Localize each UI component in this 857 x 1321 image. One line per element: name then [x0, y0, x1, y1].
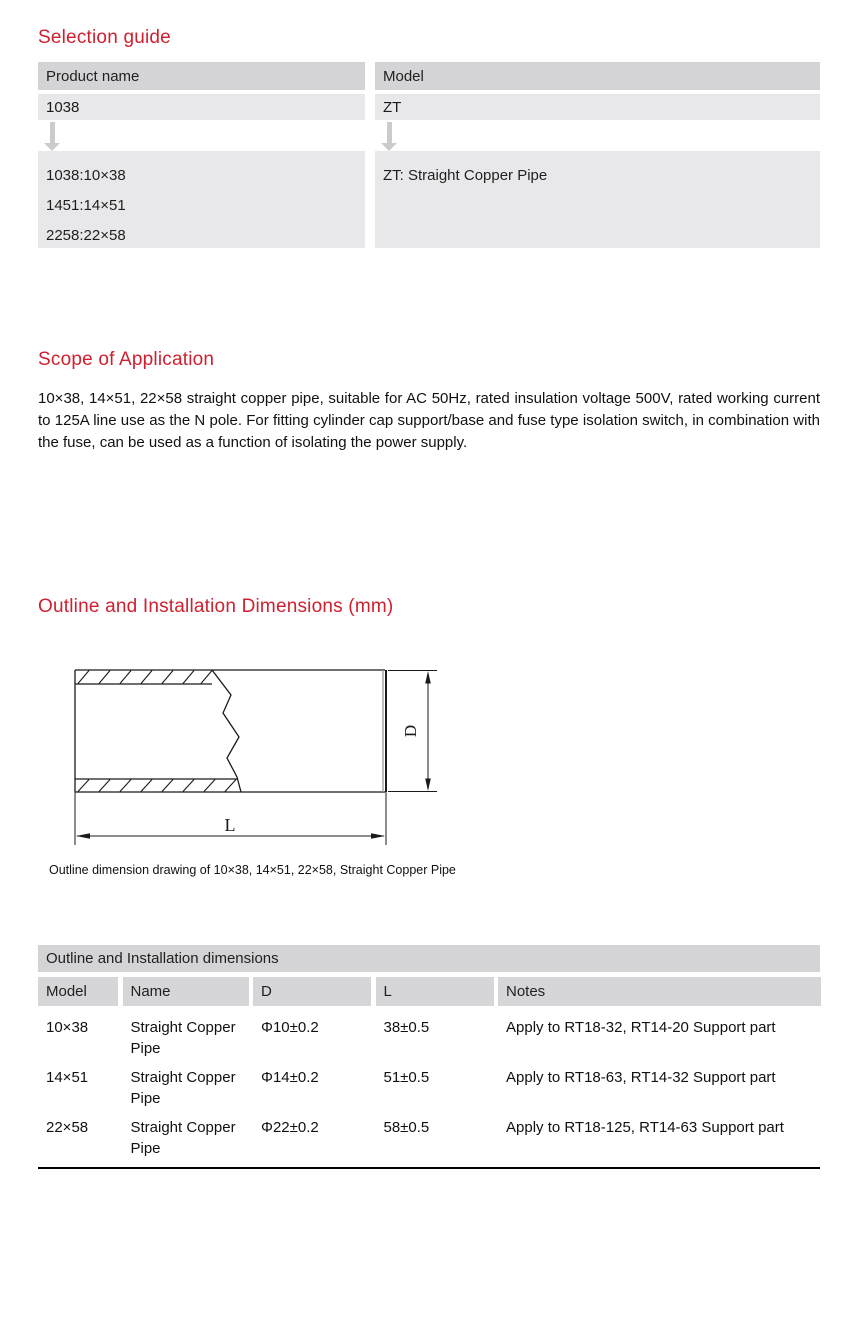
cell-model: 10×38	[46, 1019, 89, 1036]
dimensions-table-header-row	[38, 977, 820, 1006]
cell-l: 58±0.5	[383, 1119, 430, 1136]
cell-name: Straight Copper Pipe	[130, 1069, 236, 1107]
selection-guide-heading: Selection guide	[38, 27, 171, 48]
product-name-value: 1038	[38, 94, 365, 120]
d-arrow-up	[425, 671, 431, 684]
cell-d: Φ22±0.2	[261, 1119, 319, 1136]
cell-notes: Apply to RT18-63, RT14-32 Support part	[506, 1069, 776, 1086]
detail-line: 1451:14×51	[46, 197, 126, 214]
product-name-header: Product name	[38, 62, 365, 90]
selection-guide-table	[38, 62, 820, 248]
dimensions-table-body	[38, 1009, 820, 1159]
table-row	[38, 1109, 820, 1159]
product-name-details	[38, 151, 365, 248]
header-l: L	[376, 977, 494, 1006]
cell-l: 51±0.5	[383, 1069, 430, 1086]
cell-name: Straight Copper Pipe	[130, 1019, 236, 1057]
scope-paragraph: 10×38, 14×51, 22×58 straight copper pipe, suitable for AC 50Hz, rated insulation voltage 500V, rated working current to 125A line use as the N pole. For fitting cylinder cap support/base and fuse type isolation switch, in combination with the fuse, can be used as a function of isolating the power supply.	[38, 390, 820, 451]
cell-name: Straight Copper Pipe	[130, 1119, 236, 1157]
cell-model: 22×58	[46, 1119, 89, 1136]
table-row	[38, 1009, 820, 1059]
header-notes: Notes	[498, 977, 821, 1006]
detail-line: 2258:22×58	[46, 227, 126, 244]
table-bottom-rule	[38, 1167, 820, 1169]
cell-notes: Apply to RT18-125, RT14-63 Support part	[506, 1119, 784, 1136]
cell-d: Φ14±0.2	[261, 1069, 319, 1086]
arrow-down-icon	[44, 122, 61, 151]
model-column	[375, 62, 820, 248]
cell-d: Φ10±0.2	[261, 1019, 319, 1036]
cell-model: 14×51	[46, 1069, 89, 1086]
model-header: Model	[375, 62, 820, 90]
scope-heading: Scope of Application	[38, 349, 215, 370]
dimensions-table-title: Outline and Installation dimensions	[38, 945, 820, 972]
detail-line: ZT: Straight Copper Pipe	[383, 167, 548, 184]
l-arrow-left	[76, 833, 90, 839]
bottom-hatch	[78, 780, 236, 792]
model-value: ZT	[375, 94, 820, 120]
cell-l: 38±0.5	[383, 1019, 430, 1036]
diameter-label: D	[400, 724, 420, 738]
dimensions-table	[38, 945, 820, 1169]
header-name: Name	[123, 977, 249, 1006]
outline-heading: Outline and Installation Dimensions (mm)	[38, 596, 394, 617]
product-name-column	[38, 62, 365, 248]
d-arrow-down	[425, 779, 431, 792]
drawing-caption: Outline dimension drawing of 10×38, 14×51, 22×58, Straight Copper Pipe	[49, 863, 456, 877]
arrow-down-icon	[381, 122, 398, 151]
cell-notes: Apply to RT18-32, RT14-20 Support part	[506, 1019, 776, 1036]
top-hatch	[78, 671, 212, 684]
detail-line: 1038:10×38	[46, 167, 126, 184]
model-details	[375, 151, 820, 248]
pipe-dimension-drawing	[60, 660, 460, 856]
header-d: D	[253, 977, 371, 1006]
length-label: L	[224, 815, 236, 835]
table-row	[38, 1059, 820, 1109]
break-line	[212, 670, 241, 792]
header-model: Model	[38, 977, 118, 1006]
l-arrow-right	[371, 833, 385, 839]
